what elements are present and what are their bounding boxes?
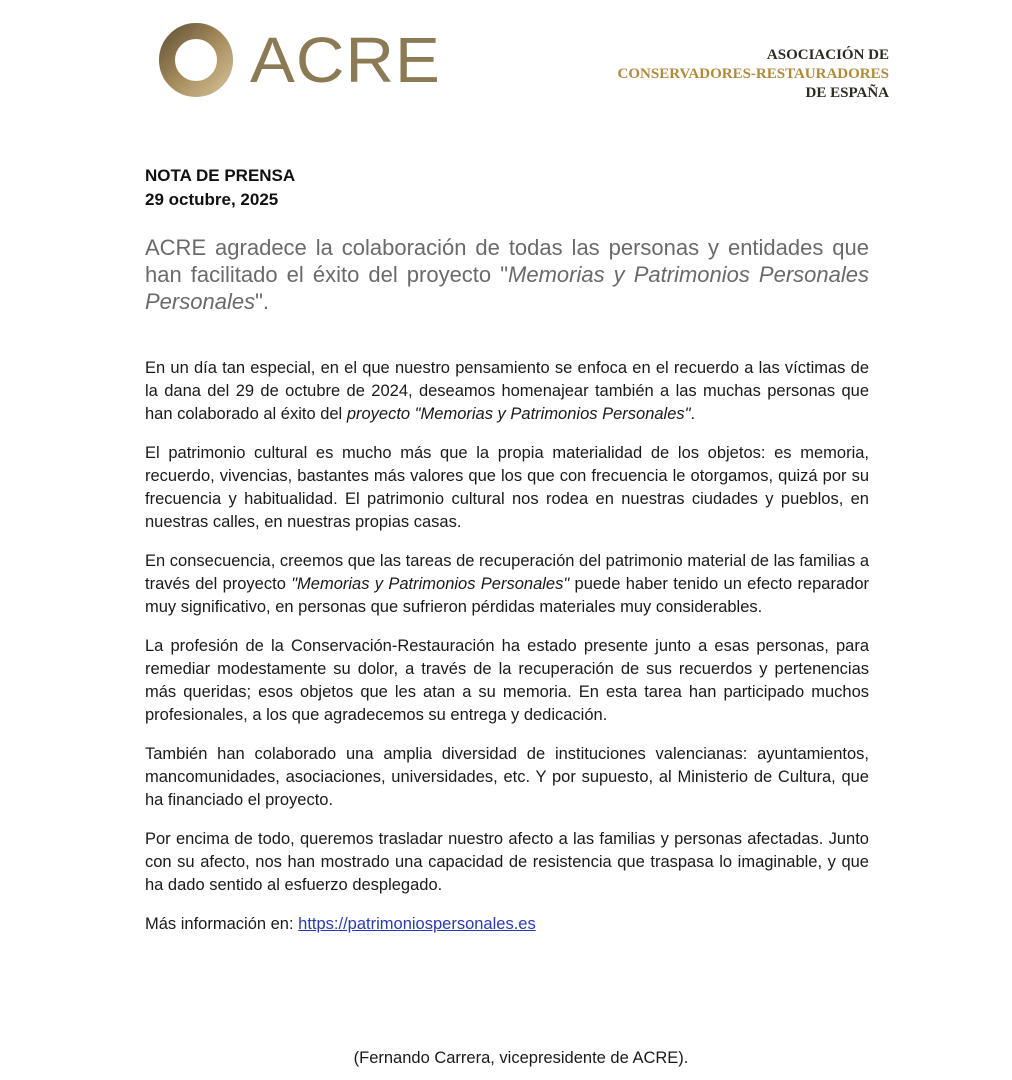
paragraph-6: Por encima de todo, queremos trasladar nuestro afecto a las familias y personas afectadas. Junto con su afecto, nos han mostrado una capacidad de resistencia que traspasa lo imaginable, y que ha dado sentido al esfuerzo desplegado. xyxy=(145,830,869,894)
document-body xyxy=(145,357,869,952)
paragraph-3-end: puede haber tenido un efecto reparador muy significativo, en personas que sufrieron pérdidas materiales muy considerables. xyxy=(145,575,869,616)
document-type: NOTA DE PRENSA xyxy=(145,166,296,185)
signature: (Fernando Carrera, vicepresidente de ACRE). xyxy=(353,1049,689,1067)
document-header xyxy=(145,164,295,212)
document-date: 29 octubre, 2025 xyxy=(145,190,279,209)
acre-ring-icon xyxy=(158,22,234,98)
paragraph-3-text: En consecuencia, creemos que las tareas de recuperación del patrimonio material de las familias a través del proyecto xyxy=(145,552,869,593)
acre-logo xyxy=(158,22,441,98)
more-info xyxy=(145,913,869,936)
org-line-3: DE ESPAÑA xyxy=(805,85,889,101)
more-info-label: Más información en: xyxy=(145,915,299,933)
paragraph-3-project: "Memorias y Patrimonios Personales" xyxy=(291,575,570,593)
lead-project-name: Memorias y Patrimonios Personales Personales xyxy=(145,262,869,314)
logo-wordmark: ACRE xyxy=(250,24,441,96)
more-info-link[interactable]: https://patrimoniospersonales.es xyxy=(298,915,536,933)
lead-text: ACRE agradece la colaboración de todas las personas y entidades que han facilitado el éxito del proyecto " xyxy=(145,235,869,287)
org-line-1: ASOCIACIÓN DE xyxy=(766,47,889,63)
paragraph-2: El patrimonio cultural es mucho más que la propia materialidad de los objetos: es memoria, recuerdo, vivencias, bastantes más valores que los que con frecuencia le otorgamos, quizá por su frecuencia y habitualidad. El patrimonio cultural nos rodea en nuestras ciudades y pueblos, en nuestras calles, en nuestras propias casas. xyxy=(145,444,869,531)
lead-end: ". xyxy=(255,289,269,314)
paragraph-1-end: . xyxy=(690,405,696,423)
paragraph-5: También han colaborado una amplia diversidad de instituciones valencianas: ayuntamientos, mancomunidades, asociaciones, universidades, etc. Y por supuesto, al Ministerio de Cultura, que ha financiado el proyecto. xyxy=(145,745,869,809)
organization-name xyxy=(618,46,889,103)
org-line-2: CONSERVADORES-RESTAURADORES xyxy=(617,66,889,82)
paragraph-1-project: proyecto "Memorias y Patrimonios Personales" xyxy=(346,405,691,423)
paragraph-4: La profesión de la Conservación-Restauración ha estado presente junto a esas personas, para remediar modestamente su dolor, a través de la recuperación de sus recuerdos y pertenencias más queridas; esos objetos que les atan a su memoria. En esta tarea han participado muchos profesionales, a los que agradecemos su entrega y dedicación. xyxy=(145,637,869,724)
paragraph-1 xyxy=(145,357,869,426)
paragraph-3 xyxy=(145,550,869,619)
paragraph-1-text: En un día tan especial, en el que nuestro pensamiento se enfoca en el recuerdo a las víctimas de la dana del 29 de octubre de 2024, deseamos homenajear también a las muchas personas que han colaborado al éxito del xyxy=(145,359,869,423)
lead-paragraph xyxy=(145,234,869,315)
